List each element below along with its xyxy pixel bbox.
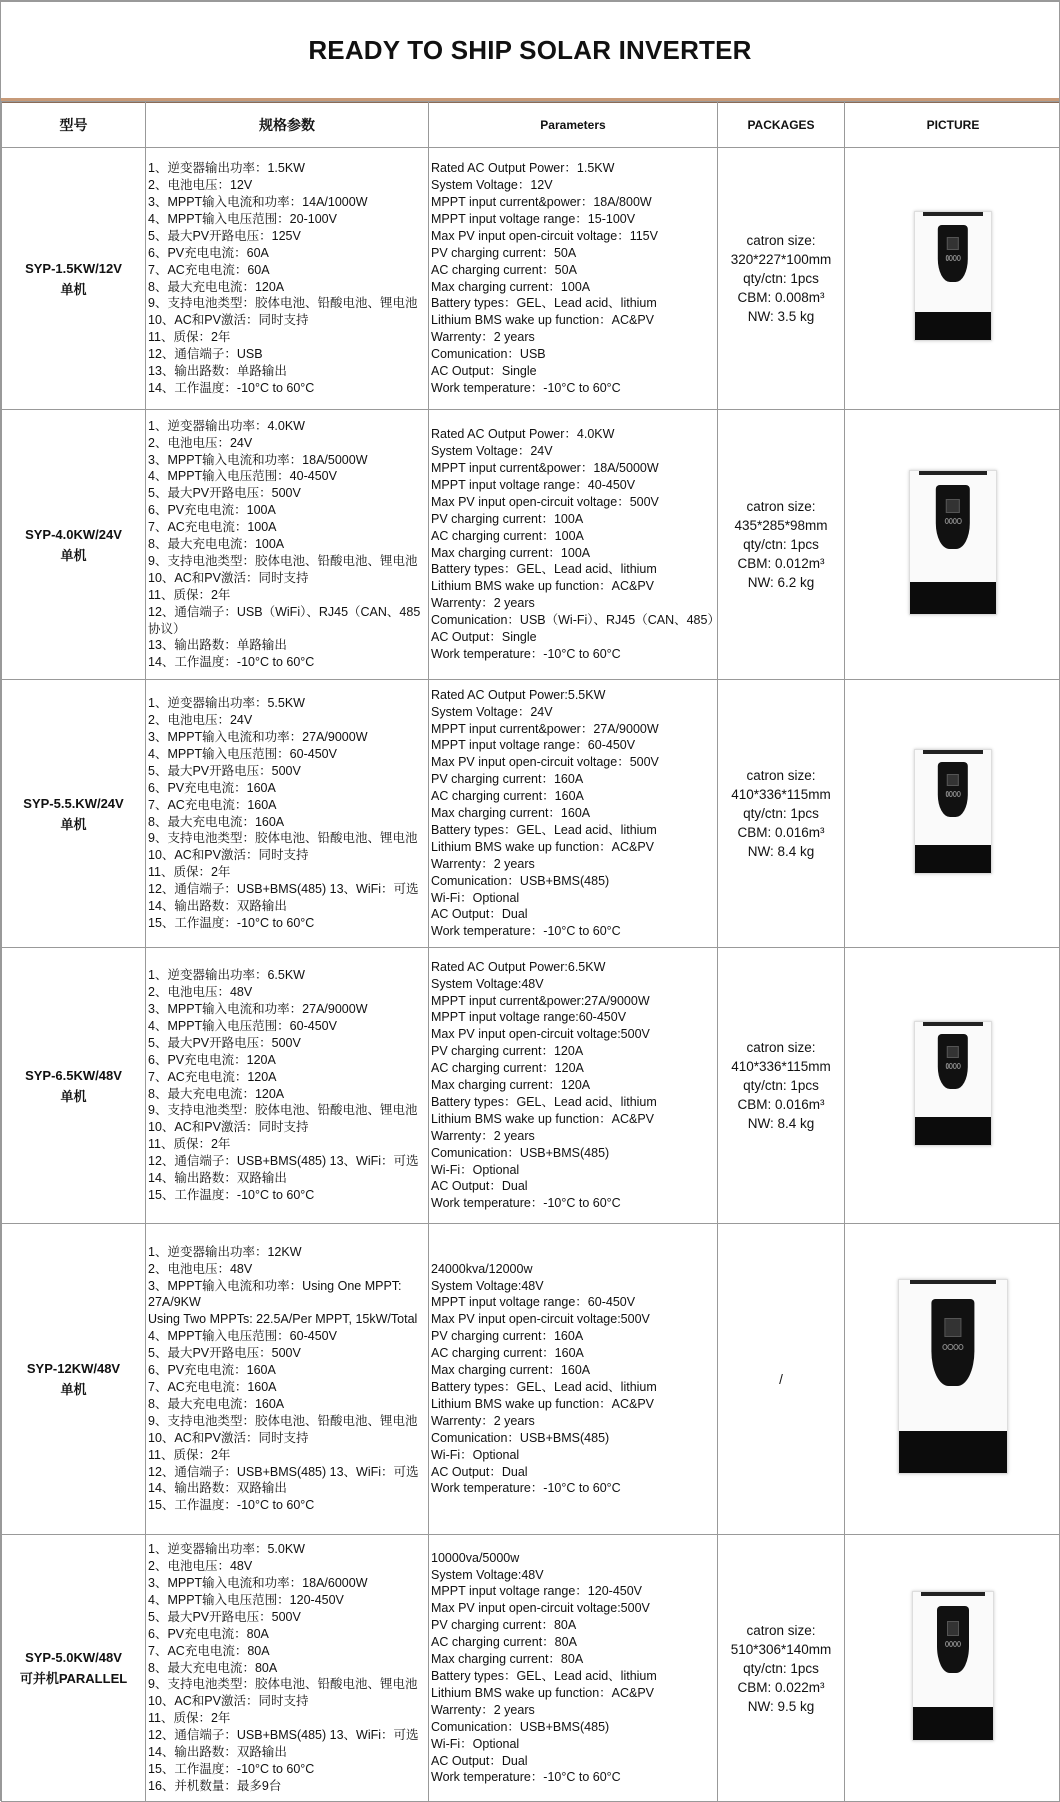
package-line: / <box>718 1370 844 1389</box>
parameter-line: Warrenty：2 years <box>431 1702 715 1719</box>
inverter-image <box>912 1591 994 1741</box>
header-model: 型号 <box>2 102 146 148</box>
parameter-line: PV charging current：120A <box>431 1043 715 1060</box>
parameter-line: AC charging current：100A <box>431 528 715 545</box>
spec-line: 6、PV充电电流：160A <box>148 1362 426 1379</box>
header-row <box>2 102 1060 148</box>
spec-line: 6、PV充电电流：120A <box>148 1052 426 1069</box>
spec-table <box>1 101 1060 1802</box>
package-line: qty/ctn: 1pcs <box>718 269 844 288</box>
parameter-line: PV charging current：160A <box>431 771 715 788</box>
parameter-line: MPPT input voltage range:60-450V <box>431 1009 715 1026</box>
model-cell <box>2 1224 146 1535</box>
parameter-line: Battery types：GEL、Lead acid、lithium <box>431 1668 715 1685</box>
table-row <box>2 1224 1060 1535</box>
spec-line: 8、最大充电电流：160A <box>148 814 426 831</box>
parameter-line: Max PV input open-circuit voltage:500V <box>431 1600 715 1617</box>
parameter-line: Work temperature：-10°C to 60°C <box>431 1480 715 1497</box>
parameter-line: Max charging current：160A <box>431 1362 715 1379</box>
package-line: NW: 8.4 kg <box>718 842 844 861</box>
spec-line: 14、工作温度：-10°C to 60°C <box>148 654 426 671</box>
spec-line: 7、AC充电电流：60A <box>148 262 426 279</box>
parameter-line: Comunication：USB+BMS(485) <box>431 1719 715 1736</box>
parameter-line: System Voltage：24V <box>431 704 715 721</box>
model-cell <box>2 148 146 410</box>
spec-line: 2、电池电压：12V <box>148 177 426 194</box>
spec-line: 10、AC和PV激活：同时支持 <box>148 847 426 864</box>
spec-line: 6、PV充电电流：80A <box>148 1626 426 1643</box>
spec-line: 6、PV充电电流：100A <box>148 502 426 519</box>
parameter-line: MPPT input voltage range：60-450V <box>431 737 715 754</box>
picture-cell <box>845 410 1060 680</box>
spec-line: 14、输出路数：双路输出 <box>148 1480 426 1497</box>
parameter-line: MPPT input current&power：18A/800W <box>431 194 715 211</box>
spec-line: 16、并机数量：最多9台 <box>148 1778 426 1795</box>
model-name: SYP-5.0KW/48V <box>2 1647 145 1668</box>
spec-line: 2、电池电压：48V <box>148 984 426 1001</box>
packages-cell <box>718 1224 845 1535</box>
specs-cn-cell <box>146 148 429 410</box>
spec-line: 8、最大充电电流：80A <box>148 1660 426 1677</box>
spec-line: 11、质保：2年 <box>148 1447 426 1464</box>
parameter-line: Battery types：GEL、Lead acid、lithium <box>431 561 715 578</box>
model-name: SYP-4.0KW/24V <box>2 524 145 545</box>
parameters-cell <box>429 948 718 1224</box>
spec-line: 4、MPPT输入电压范围：20-100V <box>148 211 426 228</box>
inverter-image <box>914 211 992 341</box>
picture-cell <box>845 148 1060 410</box>
packages-cell <box>718 680 845 948</box>
spec-line: 1、逆变器输出功率：5.5KW <box>148 695 426 712</box>
parameter-line: MPPT input voltage range：15-100V <box>431 211 715 228</box>
parameter-line: Rated AC Output Power：1.5KW <box>431 160 715 177</box>
spec-line: 13、输出路数：单路输出 <box>148 637 426 654</box>
parameter-line: Battery types：GEL、Lead acid、lithium <box>431 1094 715 1111</box>
parameter-line: Max charging current：100A <box>431 545 715 562</box>
spec-line: 8、最大充电电流：100A <box>148 536 426 553</box>
parameter-line: 10000va/5000w <box>431 1550 715 1567</box>
spec-line: 11、质保：2年 <box>148 1710 426 1727</box>
spec-line: 5、最大PV开路电压：500V <box>148 1609 426 1626</box>
parameters-cell <box>429 680 718 948</box>
package-line: CBM: 0.016m³ <box>718 1095 844 1114</box>
spec-line: 5、最大PV开路电压：500V <box>148 1035 426 1052</box>
spec-line: 7、AC充电电流：80A <box>148 1643 426 1660</box>
model-name: 可并机PARALLEL <box>2 1668 145 1689</box>
parameter-line: System Voltage:48V <box>431 1567 715 1584</box>
spec-line: 4、MPPT输入电压范围：60-450V <box>148 746 426 763</box>
spec-line: 10、AC和PV激活：同时支持 <box>148 312 426 329</box>
package-line: 410*336*115mm <box>718 1057 844 1076</box>
packages-cell <box>718 1535 845 1802</box>
specs-cn-cell <box>146 948 429 1224</box>
parameter-line: Comunication：USB+BMS(485) <box>431 1430 715 1447</box>
spec-line: 5、最大PV开路电压：500V <box>148 763 426 780</box>
parameter-line: Work temperature：-10°C to 60°C <box>431 380 715 397</box>
spec-line: 9、支持电池类型：胶体电池、铅酸电池、锂电池 <box>148 1676 426 1693</box>
spec-line: 9、支持电池类型：胶体电池、铅酸电池、锂电池 <box>148 1102 426 1119</box>
package-line: catron size: <box>718 1038 844 1057</box>
parameter-line: Lithium BMS wake up function：AC&PV <box>431 578 715 595</box>
parameter-line: Max charging current：100A <box>431 279 715 296</box>
packages-cell <box>718 410 845 680</box>
spec-line: 3、MPPT输入电流和功率：Using One MPPT: 27A/9KW <box>148 1278 426 1312</box>
parameter-line: Max charging current：160A <box>431 805 715 822</box>
parameter-line: AC Output：Single <box>431 363 715 380</box>
parameter-line: MPPT input current&power：27A/9000W <box>431 721 715 738</box>
parameter-line: AC Output：Single <box>431 629 715 646</box>
spec-line: 11、质保：2年 <box>148 864 426 881</box>
package-line: CBM: 0.022m³ <box>718 1678 844 1697</box>
parameters-cell <box>429 410 718 680</box>
parameter-line: Comunication：USB（Wi-Fi）、RJ45（CAN、485） <box>431 612 715 629</box>
inverter-image <box>914 749 992 874</box>
header-parameters: Parameters <box>429 102 718 148</box>
spec-line: 15、工作温度：-10°C to 60°C <box>148 915 426 932</box>
model-name: SYP-1.5KW/12V <box>2 258 145 279</box>
spec-line: 2、电池电压：48V <box>148 1558 426 1575</box>
parameter-line: Max PV input open-circuit voltage：115V <box>431 228 715 245</box>
parameter-line: AC charging current：120A <box>431 1060 715 1077</box>
parameter-line: MPPT input current&power：18A/5000W <box>431 460 715 477</box>
package-line: NW: 6.2 kg <box>718 573 844 592</box>
spec-line: 14、输出路数：双路输出 <box>148 1744 426 1761</box>
model-name: 单机 <box>2 279 145 300</box>
packages-cell <box>718 948 845 1224</box>
parameter-line: Battery types：GEL、Lead acid、lithium <box>431 1379 715 1396</box>
parameter-line: Lithium BMS wake up function：AC&PV <box>431 1685 715 1702</box>
parameter-line: System Voltage:48V <box>431 1278 715 1295</box>
table-row <box>2 1535 1060 1802</box>
parameter-line: MPPT input voltage range：60-450V <box>431 1294 715 1311</box>
spec-line: 12、通信端子：USB+BMS(485) 13、WiFi：可选 <box>148 1464 426 1481</box>
spec-line: 7、AC充电电流：160A <box>148 1379 426 1396</box>
parameter-line: AC Output：Dual <box>431 1178 715 1195</box>
picture-cell <box>845 680 1060 948</box>
parameter-line: Lithium BMS wake up function：AC&PV <box>431 839 715 856</box>
package-line: NW: 8.4 kg <box>718 1114 844 1133</box>
specs-cn-cell <box>146 1224 429 1535</box>
package-line: CBM: 0.008m³ <box>718 288 844 307</box>
packages-cell <box>718 148 845 410</box>
parameter-line: PV charging current：100A <box>431 511 715 528</box>
spec-line: 7、AC充电电流：160A <box>148 797 426 814</box>
spec-line: 7、AC充电电流：120A <box>148 1069 426 1086</box>
parameter-line: Rated AC Output Power：4.0KW <box>431 426 715 443</box>
package-line: qty/ctn: 1pcs <box>718 1076 844 1095</box>
spec-line: 2、电池电压：24V <box>148 712 426 729</box>
package-line: catron size: <box>718 1621 844 1640</box>
parameter-line: System Voltage：24V <box>431 443 715 460</box>
model-cell <box>2 948 146 1224</box>
parameter-line: Warrenty：2 years <box>431 856 715 873</box>
package-line: 435*285*98mm <box>718 516 844 535</box>
package-line: qty/ctn: 1pcs <box>718 804 844 823</box>
inverter-image <box>898 1279 1008 1474</box>
model-name: 单机 <box>2 1086 145 1107</box>
header-picture: PICTURE <box>845 102 1060 148</box>
specs-cn-cell <box>146 1535 429 1802</box>
package-line: NW: 3.5 kg <box>718 307 844 326</box>
package-line: qty/ctn: 1pcs <box>718 535 844 554</box>
model-name: 单机 <box>2 814 145 835</box>
spec-line: 12、通信端子：USB+BMS(485) 13、WiFi：可选 <box>148 1727 426 1744</box>
spec-line: 15、工作温度：-10°C to 60°C <box>148 1761 426 1778</box>
spec-line: 4、MPPT输入电压范围：120-450V <box>148 1592 426 1609</box>
package-line: 510*306*140mm <box>718 1640 844 1659</box>
parameter-line: AC Output：Dual <box>431 1464 715 1481</box>
model-cell <box>2 1535 146 1802</box>
spec-line: 1、逆变器输出功率：4.0KW <box>148 418 426 435</box>
spec-line: 8、最大充电电流：120A <box>148 279 426 296</box>
parameter-line: AC Output：Dual <box>431 906 715 923</box>
parameter-line: MPPT input voltage range：40-450V <box>431 477 715 494</box>
spec-line: 3、MPPT输入电流和功率：14A/1000W <box>148 194 426 211</box>
spec-line: 10、AC和PV激活：同时支持 <box>148 1693 426 1710</box>
parameter-line: MPPT input current&power:27A/9000W <box>431 993 715 1010</box>
parameter-line: Work temperature：-10°C to 60°C <box>431 923 715 940</box>
spec-line: 12、通信端子：USB+BMS(485) 13、WiFi：可选 <box>148 881 426 898</box>
picture-cell <box>845 1535 1060 1802</box>
table-row <box>2 148 1060 410</box>
spec-line: 4、MPPT输入电压范围：60-450V <box>148 1018 426 1035</box>
header-packages: PACKAGES <box>718 102 845 148</box>
package-line: 320*227*100mm <box>718 250 844 269</box>
parameter-line: Max PV input open-circuit voltage:500V <box>431 1026 715 1043</box>
spec-line: 8、最大充电电流：120A <box>148 1086 426 1103</box>
spec-line: 13、输出路数：单路输出 <box>148 363 426 380</box>
spec-line: 10、AC和PV激活：同时支持 <box>148 1119 426 1136</box>
parameter-line: Wi-Fi：Optional <box>431 1162 715 1179</box>
parameters-cell <box>429 148 718 410</box>
package-line: catron size: <box>718 766 844 785</box>
spec-line: 1、逆变器输出功率：5.0KW <box>148 1541 426 1558</box>
package-line: 410*336*115mm <box>718 785 844 804</box>
model-name: SYP-12KW/48V <box>2 1358 145 1379</box>
spec-line: 2、电池电压：24V <box>148 435 426 452</box>
parameters-cell <box>429 1535 718 1802</box>
parameter-line: Battery types：GEL、Lead acid、lithium <box>431 822 715 839</box>
model-cell <box>2 410 146 680</box>
parameter-line: Warrenty：2 years <box>431 595 715 612</box>
spec-line: 11、质保：2年 <box>148 587 426 604</box>
spec-line: 12、通信端子：USB+BMS(485) 13、WiFi：可选 <box>148 1153 426 1170</box>
specs-cn-cell <box>146 410 429 680</box>
parameter-line: Rated AC Output Power:5.5KW <box>431 687 715 704</box>
parameter-line: Max PV input open-circuit voltage：500V <box>431 494 715 511</box>
parameter-line: Lithium BMS wake up function：AC&PV <box>431 1396 715 1413</box>
package-line: CBM: 0.012m³ <box>718 554 844 573</box>
parameter-line: Rated AC Output Power:6.5KW <box>431 959 715 976</box>
spec-line: 8、最大充电电流：160A <box>148 1396 426 1413</box>
spec-line: 12、通信端子：USB <box>148 346 426 363</box>
spec-line: 3、MPPT输入电流和功率：27A/9000W <box>148 1001 426 1018</box>
parameters-cell <box>429 1224 718 1535</box>
spec-line: 9、支持电池类型：胶体电池、铅酸电池、锂电池 <box>148 553 426 570</box>
spec-line: 3、MPPT输入电流和功率：18A/5000W <box>148 452 426 469</box>
spec-line: 3、MPPT输入电流和功率：18A/6000W <box>148 1575 426 1592</box>
package-line: qty/ctn: 1pcs <box>718 1659 844 1678</box>
spec-line: 5、最大PV开路电压：500V <box>148 1345 426 1362</box>
parameter-line: AC charging current：80A <box>431 1634 715 1651</box>
spec-line: 7、AC充电电流：100A <box>148 519 426 536</box>
specs-cn-cell <box>146 680 429 948</box>
model-name: SYP-6.5KW/48V <box>2 1065 145 1086</box>
parameter-line: Work temperature：-10°C to 60°C <box>431 646 715 663</box>
spec-line: 2、电池电压：48V <box>148 1261 426 1278</box>
parameter-line: PV charging current：50A <box>431 245 715 262</box>
parameter-line: Max charging current：120A <box>431 1077 715 1094</box>
spec-line: 1、逆变器输出功率：6.5KW <box>148 967 426 984</box>
spec-line: 1、逆变器输出功率：1.5KW <box>148 160 426 177</box>
spec-line: 10、AC和PV激活：同时支持 <box>148 1430 426 1447</box>
parameter-line: Max charging current：80A <box>431 1651 715 1668</box>
header-specs-cn: 规格参数 <box>146 102 429 148</box>
table-row <box>2 680 1060 948</box>
parameter-line: Comunication：USB+BMS(485) <box>431 1145 715 1162</box>
table-row <box>2 410 1060 680</box>
spec-line: 15、工作温度：-10°C to 60°C <box>148 1497 426 1514</box>
spec-line: 14、输出路数：双路输出 <box>148 898 426 915</box>
package-line: catron size: <box>718 231 844 250</box>
model-name: 单机 <box>2 1379 145 1400</box>
picture-cell <box>845 1224 1060 1535</box>
spec-line: 12、通信端子：USB（WiFi）、RJ45（CAN、485协议） <box>148 604 426 638</box>
parameter-line: 24000kva/12000w <box>431 1261 715 1278</box>
parameter-line: Work temperature：-10°C to 60°C <box>431 1195 715 1212</box>
parameter-line: Max PV input open-circuit voltage：500V <box>431 754 715 771</box>
parameter-line: Work temperature：-10°C to 60°C <box>431 1769 715 1786</box>
parameter-line: Lithium BMS wake up function：AC&PV <box>431 1111 715 1128</box>
model-name: SYP-5.5.KW/24V <box>2 793 145 814</box>
spec-line: 14、工作温度：-10°C to 60°C <box>148 380 426 397</box>
parameter-line: System Voltage:48V <box>431 976 715 993</box>
spec-line: 5、最大PV开路电压：125V <box>148 228 426 245</box>
parameter-line: Warrenty：2 years <box>431 329 715 346</box>
parameter-line: AC charging current：160A <box>431 788 715 805</box>
spec-line: 6、PV充电电流：160A <box>148 780 426 797</box>
spec-line: 1、逆变器输出功率：12KW <box>148 1244 426 1261</box>
package-line: CBM: 0.016m³ <box>718 823 844 842</box>
spec-line: 6、PV充电电流：60A <box>148 245 426 262</box>
spec-line: 11、质保：2年 <box>148 329 426 346</box>
spec-line: 4、MPPT输入电压范围：40-450V <box>148 468 426 485</box>
parameter-line: Comunication：USB <box>431 346 715 363</box>
inverter-image <box>909 470 997 615</box>
spec-line: 4、MPPT输入电压范围：60-450V <box>148 1328 426 1345</box>
package-line: catron size: <box>718 497 844 516</box>
model-name: 单机 <box>2 545 145 566</box>
parameter-line: Max PV input open-circuit voltage:500V <box>431 1311 715 1328</box>
parameter-line: Wi-Fi：Optional <box>431 1736 715 1753</box>
spec-line: 14、输出路数：双路输出 <box>148 1170 426 1187</box>
picture-cell <box>845 948 1060 1224</box>
spec-line: 5、最大PV开路电压：500V <box>148 485 426 502</box>
spec-line: 11、质保：2年 <box>148 1136 426 1153</box>
parameter-line: Wi-Fi：Optional <box>431 1447 715 1464</box>
spec-line: 15、工作温度：-10°C to 60°C <box>148 1187 426 1204</box>
inverter-image <box>914 1021 992 1146</box>
spec-line: 3、MPPT输入电流和功率：27A/9000W <box>148 729 426 746</box>
parameter-line: PV charging current：160A <box>431 1328 715 1345</box>
parameter-line: Comunication：USB+BMS(485) <box>431 873 715 890</box>
parameter-line: Battery types：GEL、Lead acid、lithium <box>431 295 715 312</box>
table-row <box>2 948 1060 1224</box>
spec-line: 9、支持电池类型：胶体电池、铅酸电池、锂电池 <box>148 830 426 847</box>
parameter-line: MPPT input voltage range：120-450V <box>431 1583 715 1600</box>
parameter-line: AC Output：Dual <box>431 1753 715 1770</box>
parameter-line: Warrenty：2 years <box>431 1413 715 1430</box>
spec-line: 9、支持电池类型：胶体电池、铅酸电池、锂电池 <box>148 295 426 312</box>
parameter-line: Lithium BMS wake up function：AC&PV <box>431 312 715 329</box>
package-line: NW: 9.5 kg <box>718 1697 844 1716</box>
spec-line: Using Two MPPTs: 22.5A/Per MPPT, 15kW/Total <box>148 1311 426 1328</box>
spec-line: 9、支持电池类型：胶体电池、铅酸电池、锂电池 <box>148 1413 426 1430</box>
page-title: READY TO SHIP SOLAR INVERTER <box>1 0 1059 101</box>
parameter-line: System Voltage：12V <box>431 177 715 194</box>
parameter-line: AC charging current：160A <box>431 1345 715 1362</box>
model-cell <box>2 680 146 948</box>
parameter-line: Wi-Fi：Optional <box>431 890 715 907</box>
parameter-line: Warrenty：2 years <box>431 1128 715 1145</box>
parameter-line: AC charging current：50A <box>431 262 715 279</box>
spec-line: 10、AC和PV激活：同时支持 <box>148 570 426 587</box>
parameter-line: PV charging current：80A <box>431 1617 715 1634</box>
